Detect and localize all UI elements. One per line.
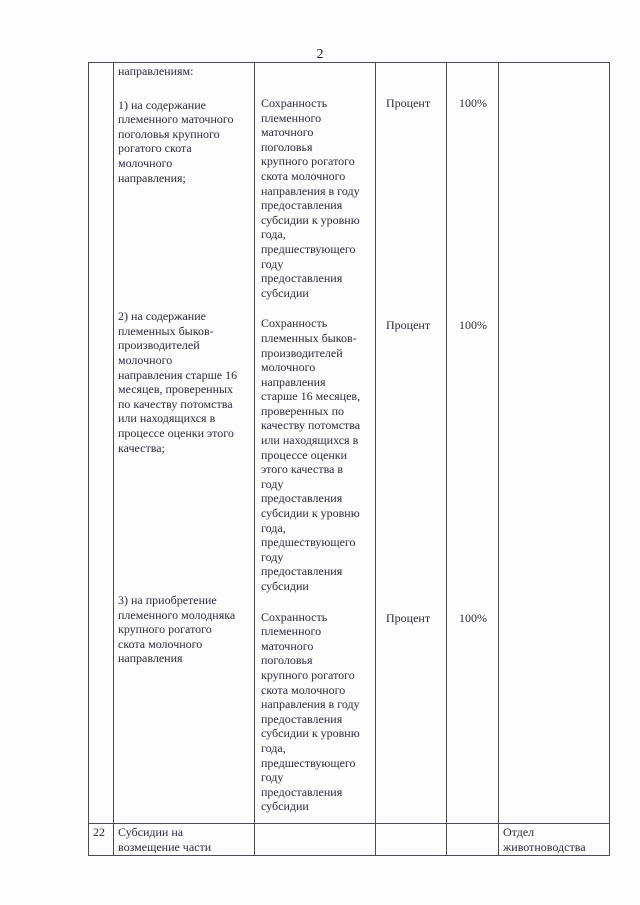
department-cell xyxy=(499,63,610,824)
subitem-1-unit: Процент xyxy=(386,96,431,110)
subitem-2-indicator: Сохранность племенных быков- производителей молочного направления старше 16 месяцев, проверенных по качеству потомства или находящихся в процессе оценки этого качества в году предоставления субсидии к уровню года, предшествующего году предоставления субсидии xyxy=(261,316,361,593)
row22-name-text: Субсидии на возмещение части xyxy=(118,825,212,854)
subitem-3-value: 100% xyxy=(459,611,487,625)
table-row-22 xyxy=(89,824,610,856)
row22-value xyxy=(447,824,499,856)
subitem-2-value: 100% xyxy=(459,318,487,332)
row22-number xyxy=(89,824,114,856)
table-row-continuation xyxy=(89,63,610,824)
subitem-1-value: 100% xyxy=(459,96,487,110)
page-number: 2 xyxy=(316,47,324,62)
subitem-1-indicator: Сохранность племенного маточного поголовья крупного рогатого скота молочного направления в году предоставления субсидии к уровню года, предшествующего году предоставления субсидии xyxy=(261,96,360,300)
row22-number-text: 22 xyxy=(93,825,105,839)
subitem-2-name: 2) на содержание племенных быков- производителей молочного направления старше 16 месяцев, проверенных по качеству потомства или находящихся в процессе оценки этого качества; xyxy=(118,309,238,455)
subitem-3-name: 3) на приобретение племенного молодняка крупного рогатого скота молочного направления xyxy=(118,593,236,666)
row22-department-text: Отдел животноводства xyxy=(503,825,586,854)
row22-department xyxy=(499,824,610,856)
unit-cell xyxy=(376,63,447,824)
subitem-3-unit: Процент xyxy=(386,611,431,625)
row22-indicator xyxy=(255,824,376,856)
continuation-text: направлениям: xyxy=(118,64,194,78)
subitem-2-unit: Процент xyxy=(386,318,431,332)
indicator-cell xyxy=(255,63,376,824)
subitem-1-name: 1) на содержание племенного маточного поголовья крупного рогатого скота молочного направления; xyxy=(118,97,234,185)
row22-unit xyxy=(376,824,447,856)
row22-name xyxy=(114,824,255,856)
number-cell xyxy=(89,63,114,824)
subitem-3-indicator: Сохранность племенного маточного поголовья крупного рогатого скота молочного направления в году предоставления субсидии к уровню года, предшествующего году предоставления субсидии xyxy=(261,609,360,814)
subsidy-table-main xyxy=(88,62,610,856)
name-cell xyxy=(114,63,255,824)
value-cell xyxy=(447,63,499,824)
